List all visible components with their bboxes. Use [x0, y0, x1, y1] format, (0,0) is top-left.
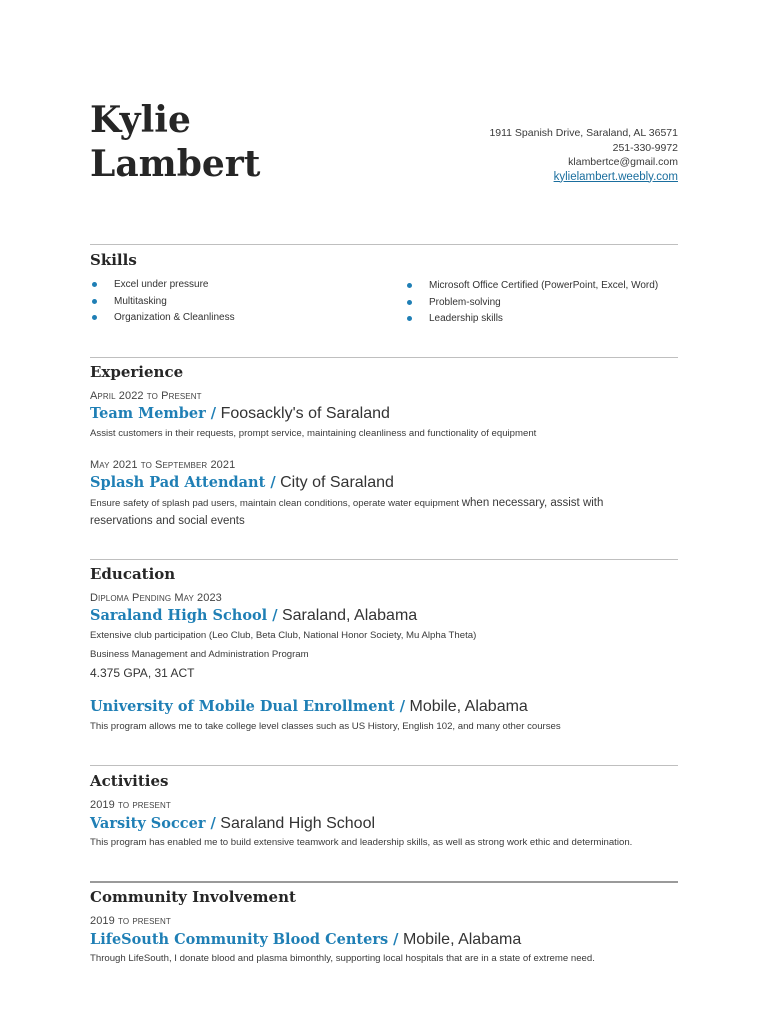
community-org: LifeSouth Community Blood Centers /	[90, 931, 399, 948]
section-divider	[90, 244, 678, 245]
activity-place: Saraland High School	[220, 815, 376, 832]
skills-list-right	[405, 278, 658, 328]
education-title	[90, 607, 417, 625]
section-divider	[90, 559, 678, 560]
school-name: University of Mobile Dual Enrollment /	[90, 698, 406, 715]
skill-item: Microsoft Office Certified (PowerPoint, Excel, Word)	[405, 278, 658, 295]
activity-description: This program has enabled me to build extensive teamwork and leadership skills, as well as strong work ethic and determination.	[90, 837, 633, 848]
section-divider	[90, 881, 678, 883]
skills-list-left	[90, 277, 235, 327]
community-place: Mobile, Alabama	[402, 931, 522, 948]
website-link[interactable]: kylielambert.weebly.com	[553, 170, 678, 183]
job-description-part: Ensure safety of splash pad users, maintain clean conditions, operate water equipment	[90, 498, 462, 509]
school-location: Saraland, Alabama	[281, 607, 418, 624]
job-role: Splash Pad Attendant /	[90, 474, 276, 491]
education-detail: Business Management and Administration Program	[90, 649, 309, 660]
community-heading: Community Involvement	[90, 888, 296, 906]
skill-item: Leadership skills	[405, 311, 658, 328]
job-description-part: when necessary, assist with	[461, 497, 604, 509]
section-divider	[90, 765, 678, 766]
email: klambertce@gmail.com	[568, 156, 678, 168]
job-title	[90, 474, 394, 492]
section-divider	[90, 357, 678, 358]
gpa-score: 4.375 GPA, 31 ACT	[90, 666, 195, 680]
education-heading: Education	[90, 565, 176, 583]
education-date: Diploma Pending May 2023	[90, 592, 222, 604]
activity-date: 2019 to present	[90, 799, 171, 811]
education-title	[90, 698, 528, 716]
job-date: May 2021 to September 2021	[90, 459, 236, 471]
skills-heading: Skills	[90, 251, 137, 269]
activity-name: Varsity Soccer /	[90, 815, 216, 832]
skill-item: Excel under pressure	[90, 277, 235, 294]
school-name: Saraland High School /	[90, 607, 278, 624]
skill-item: Organization & Cleanliness	[90, 310, 235, 327]
job-employer: City of Saraland	[280, 474, 394, 491]
community-description: Through LifeSouth, I donate blood and plasma bimonthly, supporting local hospitals that are in a state of extreme need.	[90, 953, 595, 964]
experience-heading: Experience	[90, 363, 184, 381]
community-title	[90, 931, 521, 949]
first-name: Kylie	[90, 99, 191, 141]
contact-block	[489, 126, 678, 184]
job-date: April 2022 to Present	[90, 390, 202, 402]
phone: 251-330-9972	[612, 141, 678, 154]
school-location: Mobile, Alabama	[409, 698, 528, 715]
job-title	[90, 405, 390, 423]
skill-item: Multitasking	[90, 294, 235, 311]
job-employer: Foosackly's of Saraland	[220, 405, 390, 422]
job-description: Assist customers in their requests, prompt service, maintaining cleanliness and functionality of equipment	[90, 428, 537, 439]
community-date: 2019 to present	[90, 915, 171, 927]
education-detail: This program allows me to take college level classes such as US History, English 102, and many other courses	[90, 721, 561, 732]
job-description	[90, 495, 678, 530]
resume-name	[90, 98, 260, 186]
last-name: Lambert	[90, 143, 261, 185]
address: 1911 Spanish Drive, Saraland, AL 36571	[489, 127, 678, 139]
activity-title	[90, 815, 375, 833]
activities-heading: Activities	[90, 772, 169, 790]
skill-item: Problem-solving	[405, 295, 658, 312]
education-detail: Extensive club participation (Leo Club, Beta Club, National Honor Society, Mu Alpha Theta)	[90, 630, 477, 641]
job-role: Team Member /	[90, 405, 217, 422]
job-description-part: reservations and social events	[90, 514, 245, 527]
